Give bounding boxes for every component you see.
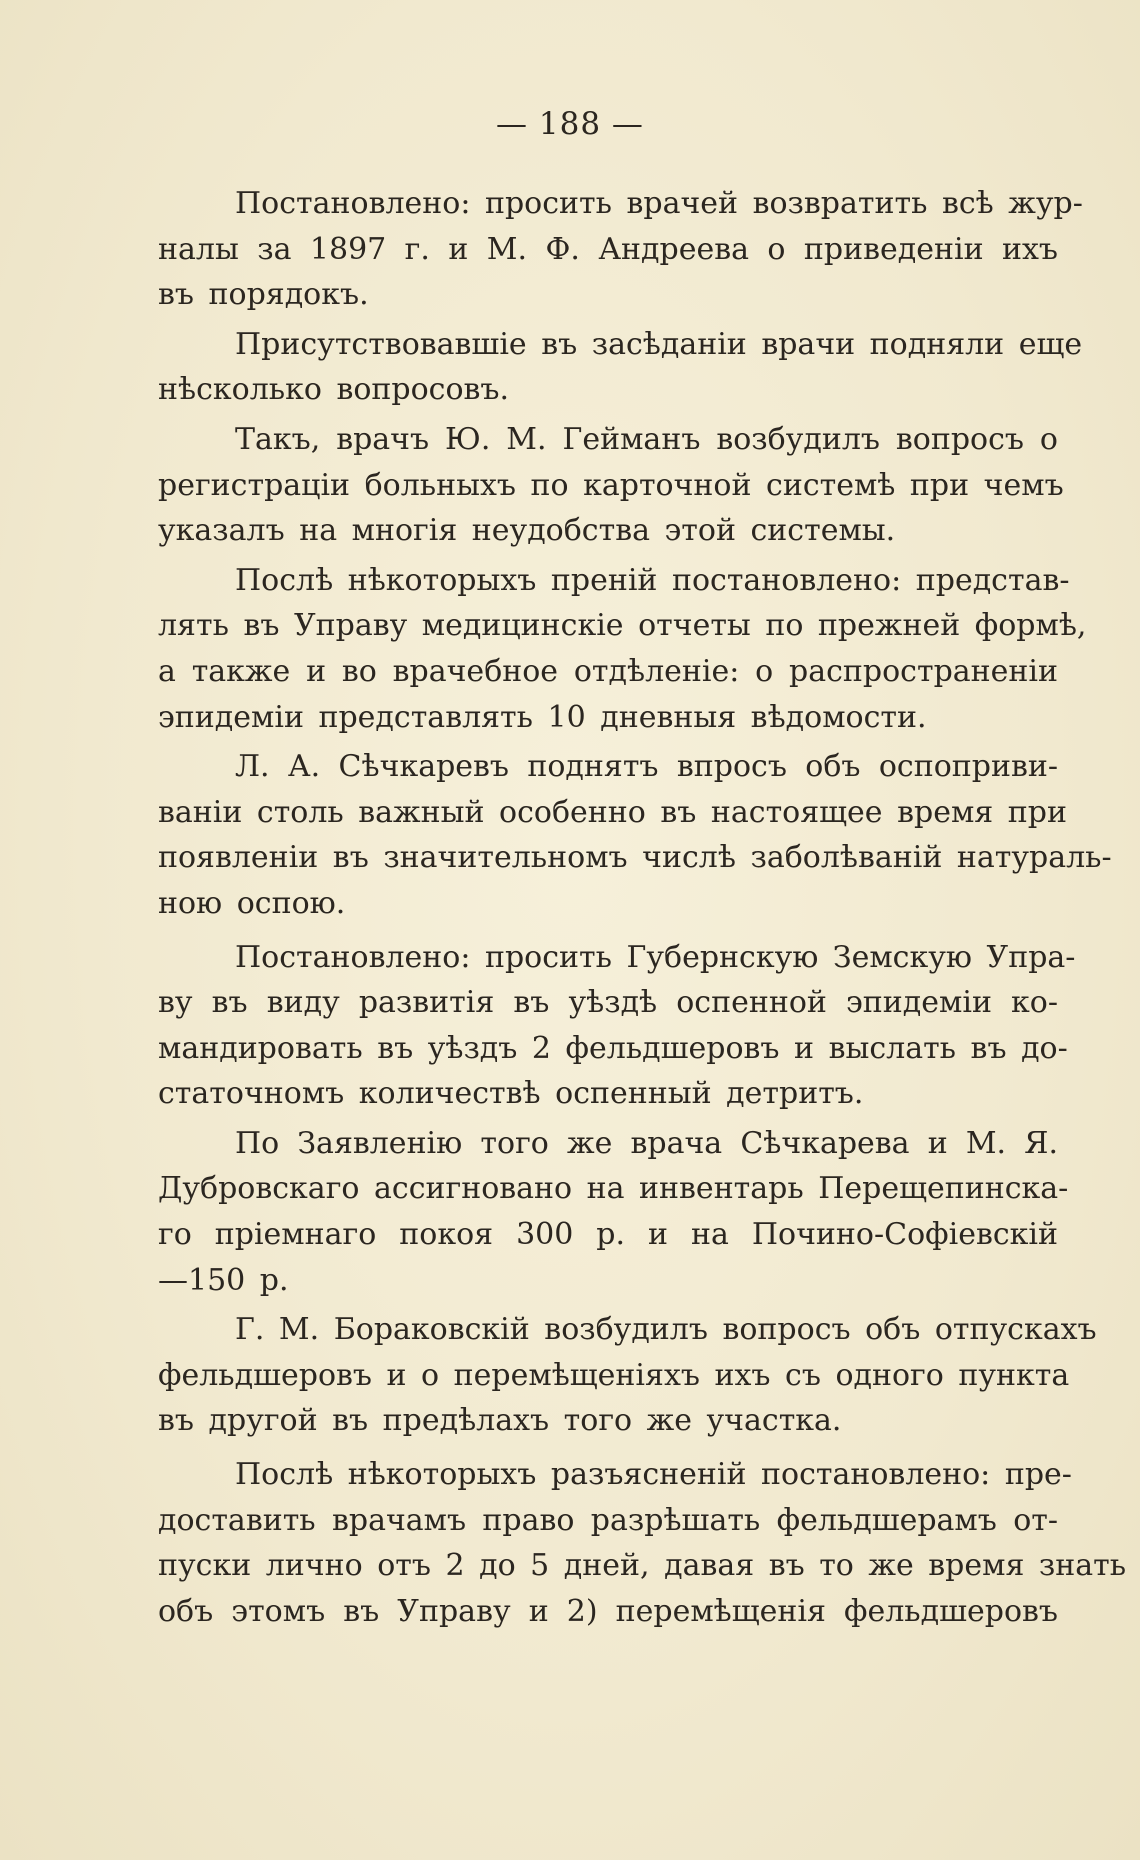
text-line: регистраціи больныхъ по карточной системѣ при чемъ — [158, 467, 1064, 503]
paragraph-6 — [158, 935, 1076, 1117]
text-line: лять въ Управу медицинскіе отчеты по прежней формѣ, — [158, 608, 1087, 644]
text-line: мандировать въ уѣздъ 2 фельдшеровъ и выслать въ до- — [158, 1030, 1068, 1066]
paragraph-8 — [158, 1307, 1097, 1444]
text-line: въ порядокъ. — [158, 277, 369, 313]
text-line: доставить врачамъ право разрѣшать фельдшерамъ от- — [158, 1502, 1058, 1538]
text-line: Такъ, врачъ Ю. М. Гейманъ возбудилъ вопросъ о — [235, 421, 1058, 457]
text-line: По Заявленію того же врача Сѣчкарева и М. Я. — [235, 1125, 1058, 1161]
text-line: эпидеміи представлять 10 дневныя вѣдомости. — [158, 699, 927, 735]
paragraph-5 — [158, 744, 1112, 926]
page-number: — 188 — — [496, 106, 644, 142]
text-line: Постановлено: просить врачей возвратить всѣ жур- — [235, 186, 1083, 221]
text-body — [158, 181, 1127, 1634]
text-line: ною оспою. — [158, 885, 346, 921]
paragraph-3 — [158, 417, 1064, 554]
text-line: го пріемнаго покоя 300 р. и на Почино-Софіевскій — [158, 1217, 1058, 1253]
text-line: ваніи столь важный особенно въ настоящее время при — [158, 794, 1067, 830]
text-line: Послѣ нѣкоторыхъ преній постановлено: представ- — [235, 562, 1070, 598]
text-line: фельдшеровъ и о перемѣщеніяхъ ихъ съ одного пункта — [158, 1357, 1070, 1393]
text-line: —150 р. — [158, 1262, 289, 1298]
text-line: указалъ на многія неудобства этой системы. — [158, 513, 896, 549]
text-line: налы за 1897 г. и М. Ф. Андреева о приведеніи ихъ — [158, 231, 1058, 267]
text-line: Постановлено: просить Губернскую Земскую Упра- — [235, 939, 1076, 975]
text-line: пуски лично отъ 2 до 5 дней, давая въ то же время знать — [158, 1548, 1127, 1584]
paragraph-2 — [158, 322, 1083, 413]
text-line: Дубровскаго ассигновано на инвентарь Перещепинска- — [158, 1171, 1069, 1207]
paragraph-1 — [158, 181, 1083, 318]
paragraph-9 — [158, 1452, 1127, 1634]
text-line: объ этомъ въ Управу и 2) перемѣщенія фельдшеровъ — [158, 1593, 1058, 1629]
text-line: Послѣ нѣкоторыхъ разъясненій постановлено: пре- — [235, 1457, 1072, 1493]
paragraph-4 — [158, 558, 1087, 740]
text-line: ву въ виду развитія въ уѣздѣ оспенной эпидеміи ко- — [158, 985, 1058, 1021]
paragraph-7 — [158, 1121, 1069, 1303]
text-line: Л. А. Сѣчкаревъ поднятъ впросъ объ оспоприви- — [235, 749, 1058, 785]
text-line: Г. М. Бораковскій возбудилъ вопросъ объ отпускахъ — [235, 1312, 1097, 1348]
text-line: а также и во врачебное отдѣленіе: о распространеніи — [158, 653, 1058, 689]
text-line: статочномъ количествѣ оспенный детритъ. — [158, 1076, 864, 1112]
text-line: появленіи въ значительномъ числѣ заболѣваній натураль- — [158, 840, 1112, 876]
text-line: Присутствовавшіе въ засѣданіи врачи подняли еще — [235, 326, 1083, 362]
text-line: въ другой въ предѣлахъ того же участка. — [158, 1403, 842, 1439]
text-line: нѣсколько вопросовъ. — [158, 372, 510, 408]
